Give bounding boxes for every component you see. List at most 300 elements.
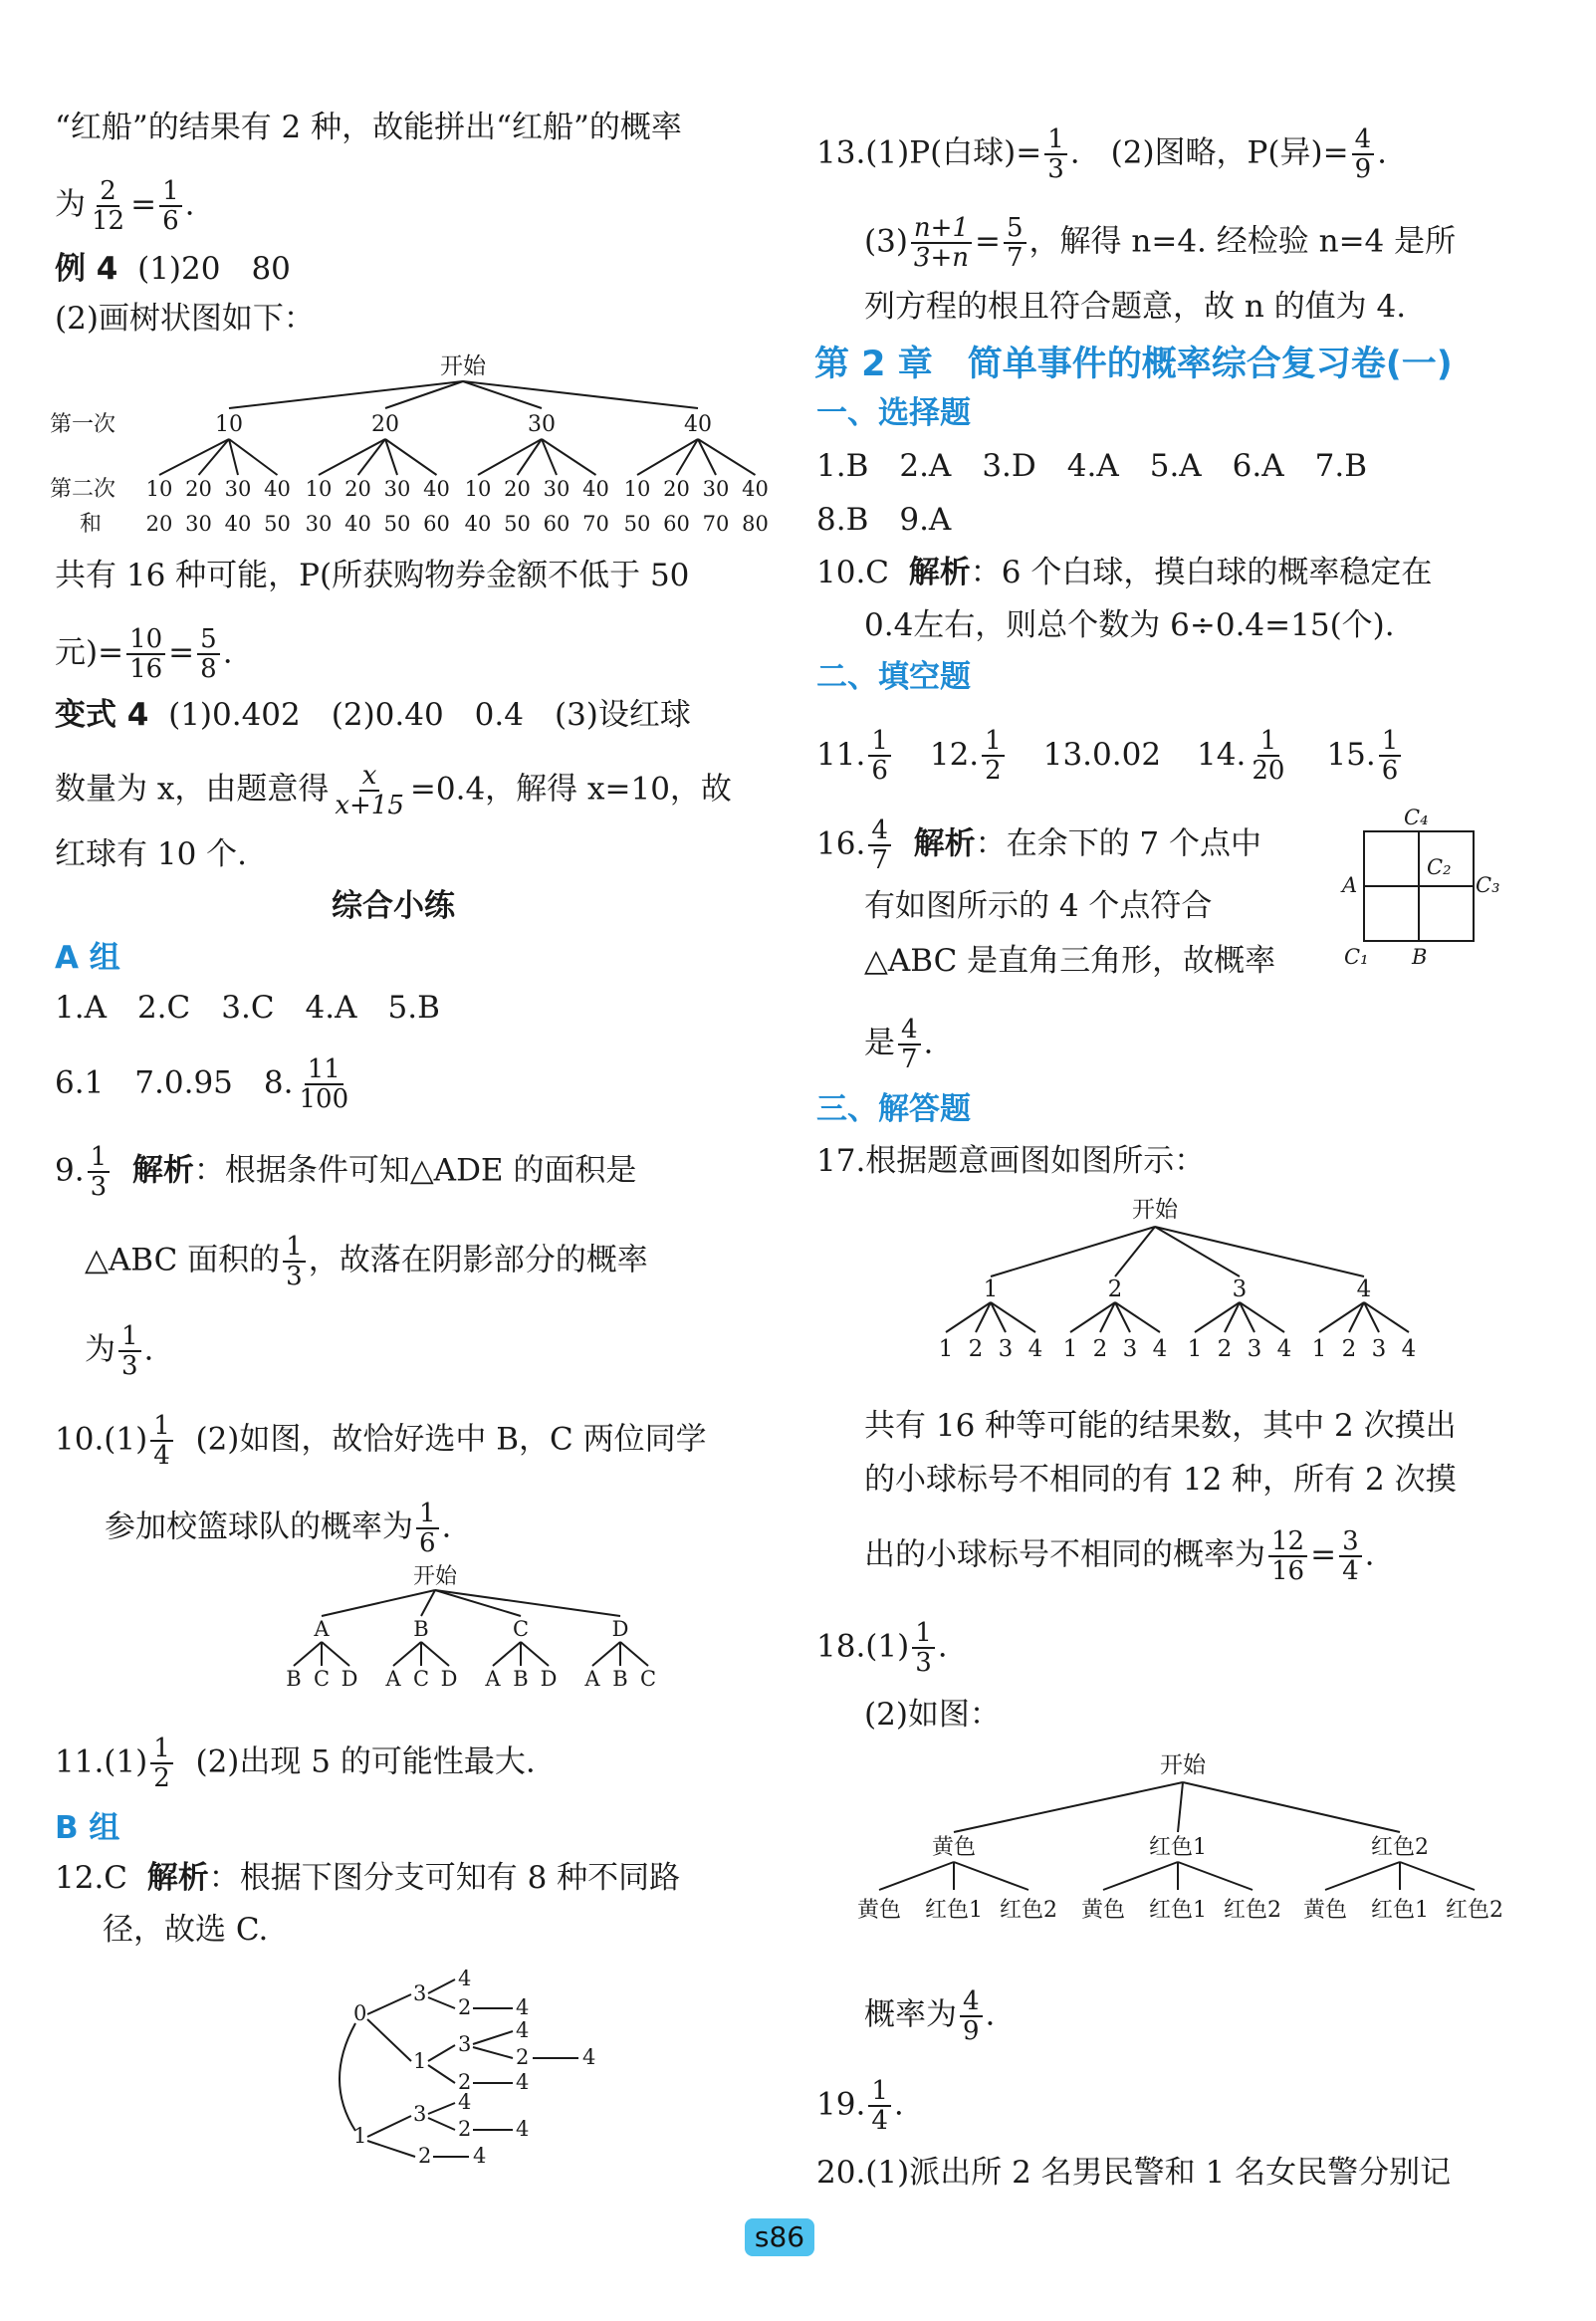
- tree-node-sum: 50: [383, 512, 411, 536]
- tree-node-second: 2: [1092, 1336, 1108, 1362]
- denominator: 12: [92, 206, 125, 236]
- tree-branch: [385, 439, 437, 475]
- tree-node-sum: 50: [264, 512, 291, 536]
- text: 12.C: [55, 1860, 128, 1896]
- question13-line2: [864, 214, 1456, 272]
- tree-root: 开始: [1160, 1752, 1206, 1778]
- question16-line3: △ABC 是直角三角形，故概率: [864, 943, 1276, 979]
- tree-branch: [879, 1862, 954, 1890]
- tree-branch: [478, 439, 542, 475]
- tree-branch: [435, 1590, 521, 1616]
- text: 是: [864, 1025, 895, 1061]
- tree-node-second: 黄色: [1080, 1898, 1126, 1923]
- text: ：根据条件可知△ADE 的面积是: [193, 1152, 637, 1189]
- tree-branch: [322, 1642, 349, 1666]
- denominator: 7: [901, 1044, 918, 1074]
- fill-number: 13.0.02: [1042, 736, 1162, 773]
- tree-node-second: 10: [145, 477, 173, 501]
- tree-node-second: C: [313, 1667, 331, 1691]
- tree-node-second: 40: [264, 477, 291, 501]
- fraction: [982, 727, 1005, 785]
- question18-part1: [816, 1619, 948, 1677]
- fraction: [1004, 214, 1026, 272]
- fill-answer: [929, 726, 1008, 786]
- question10-analysis-1: [816, 553, 1432, 592]
- question9-line3: [85, 1322, 153, 1380]
- fraction: [150, 1735, 173, 1792]
- tree-node-second: 红色2: [1446, 1898, 1503, 1923]
- fill-answer: [1197, 726, 1290, 786]
- group-b-heading: B 组: [55, 1810, 120, 1846]
- denominator: 3: [915, 1648, 932, 1678]
- tree-node-second: 3: [1247, 1336, 1262, 1362]
- point-c4: C₄: [1404, 806, 1429, 829]
- row-label-sum: 和: [80, 512, 103, 537]
- grid-figure: [1324, 797, 1500, 976]
- denominator: 7: [1006, 243, 1024, 273]
- tree-branch: [421, 1590, 435, 1616]
- text: .: [937, 1628, 948, 1665]
- denominator: 3+n: [913, 243, 969, 273]
- tree-node-second: A: [385, 1667, 401, 1691]
- tree-node-first: 红色2: [1371, 1835, 1429, 1860]
- text: 参加校篮球队的概率为: [105, 1509, 413, 1545]
- text: .: [985, 1996, 996, 2033]
- tree-node-first: 4: [1356, 1277, 1372, 1302]
- tree-root: 开始: [440, 353, 486, 379]
- denominator: 20: [1252, 756, 1285, 786]
- node-1: 1: [353, 2124, 367, 2148]
- tree-node-second: 2: [1341, 1336, 1357, 1362]
- group-a-answers-2: [55, 1055, 354, 1113]
- numerator: 1: [416, 1500, 439, 1529]
- fraction: [126, 625, 165, 683]
- tree-root: 开始: [1132, 1197, 1178, 1223]
- denominator: 4: [871, 2106, 888, 2136]
- node-3: 3: [413, 2102, 427, 2126]
- question19: [816, 2077, 904, 2135]
- text: 数量为 x，由题意得: [55, 771, 330, 808]
- question16-line1: [816, 816, 1261, 874]
- tree-node-first: 30: [528, 412, 556, 437]
- denominator: 4: [153, 1441, 170, 1471]
- node-0: 0: [353, 2001, 367, 2025]
- tree-node-sum: 60: [663, 512, 690, 536]
- numerator: 1: [150, 1412, 173, 1442]
- question16-line2: 有如图所示的 4 个点符合: [864, 888, 1213, 924]
- tree-branch: [1178, 1782, 1183, 1832]
- text: .: [893, 2086, 904, 2123]
- chapter-title: 第 2 章 简单事件的概率综合复习卷(一): [814, 345, 1453, 384]
- question20: 20.(1)派出所 2 名男民警和 1 名女民警分别记: [816, 2155, 1452, 2191]
- tree-node-second: 1: [1062, 1336, 1078, 1362]
- fill-answer: [1326, 726, 1404, 786]
- tree-branch: [592, 1642, 620, 1666]
- tree-node-sum: 70: [702, 512, 730, 536]
- fraction: [960, 1987, 983, 2045]
- text: (2)出现 5 的可能性最大.: [195, 1743, 536, 1780]
- variant4-line1: [55, 695, 691, 735]
- fill-answers: [816, 727, 1440, 785]
- text: (1)0.402 (2)0.40 0.4 (3)设红球: [168, 697, 691, 733]
- numerator: x: [359, 762, 380, 792]
- point-b: B: [1412, 945, 1428, 969]
- tree-branch: [319, 439, 385, 475]
- tree-node-second: 4: [1401, 1336, 1417, 1362]
- tree-node-second: 红色1: [1371, 1898, 1429, 1923]
- node-4: 4: [516, 2070, 530, 2094]
- para-red-boat-line1: “红船”的结果有 2 种，故能拼出“红船”的概率: [55, 110, 682, 145]
- tree-branch: [294, 1642, 322, 1666]
- question16-line4: [864, 1016, 933, 1073]
- denominator: 6: [871, 756, 888, 786]
- analysis-label: 解析: [908, 555, 971, 590]
- path-tree-diagram: [284, 1962, 602, 2171]
- tree-node-second: A: [584, 1667, 600, 1691]
- tree-node-second: 10: [305, 477, 333, 501]
- variant-label: 变式 4: [55, 697, 149, 733]
- tree-node-sum: 60: [423, 512, 450, 536]
- question13-line1: [816, 125, 1387, 183]
- numerator: 1: [912, 1619, 935, 1649]
- text: .: [143, 1331, 154, 1368]
- fraction: [1044, 125, 1067, 183]
- numerator: n+1: [911, 214, 972, 244]
- fraction: [89, 177, 127, 235]
- analysis-label: 解析: [146, 1860, 209, 1896]
- tree-node-first: C: [512, 1617, 530, 1641]
- question13-line3: 列方程的根且符合题意，故 n 的值为 4.: [864, 289, 1407, 325]
- group-a-answers-1: 1.A 2.C 3.C 4.A 5.B: [55, 990, 440, 1026]
- tree-node-second: 10: [623, 477, 651, 501]
- text: 9.: [55, 1152, 85, 1189]
- tree-sum-level: [146, 512, 769, 536]
- analysis-label: 解析: [913, 825, 976, 862]
- tree-node-second: 20: [344, 477, 371, 501]
- tree-node-sum: 30: [305, 512, 333, 536]
- question9-line1: [55, 1143, 636, 1201]
- numerator: 1: [150, 1735, 173, 1764]
- tree-branch: [991, 1227, 1155, 1277]
- tree-nodes: [939, 1277, 1417, 1362]
- tree-node-first: 红色1: [1149, 1835, 1207, 1860]
- tree-nodes: [286, 1617, 656, 1691]
- tree-diagram-sums: [40, 344, 769, 543]
- tree-branch: [1115, 1227, 1155, 1277]
- tree-node-second: C: [412, 1667, 430, 1691]
- fill-number: 14.: [1197, 736, 1247, 773]
- tree-branch: [1183, 1782, 1400, 1832]
- tree-branch: [493, 1642, 521, 1666]
- question17-p3: [864, 1527, 1374, 1585]
- tree-first-level: [215, 412, 712, 437]
- denominator: 6: [1381, 756, 1399, 786]
- fill-number: 12.: [929, 736, 980, 773]
- fraction: [150, 1412, 173, 1470]
- point-a: A: [1342, 873, 1358, 897]
- fraction: [296, 1055, 351, 1113]
- fraction: [283, 1233, 306, 1290]
- example4-part2: (2)画树状图如下：: [55, 301, 315, 337]
- section-fill: 二、填空题: [816, 659, 971, 695]
- tree-node-second: 2: [968, 1336, 984, 1362]
- point-c2: C₂: [1427, 855, 1452, 879]
- tree-node-sum: 50: [504, 512, 531, 536]
- denominator: 6: [419, 1528, 436, 1558]
- tree-node-second: 1: [1311, 1336, 1327, 1362]
- numerator: 4: [868, 816, 891, 846]
- tree-branch: [322, 1590, 435, 1616]
- tree-node-sum: 40: [464, 512, 492, 536]
- tree-lines: [294, 1590, 648, 1666]
- numerator: 4: [960, 1987, 983, 2017]
- numerator: 1: [982, 727, 1005, 757]
- node-4: 4: [458, 1967, 472, 1990]
- denominator: 3: [1047, 154, 1064, 184]
- tree-node-second: 红色1: [1149, 1898, 1207, 1923]
- denominator: 3: [90, 1172, 108, 1202]
- tree-branch: [1155, 1227, 1240, 1277]
- numerator: 1: [88, 1143, 111, 1173]
- denominator: 9: [1354, 154, 1372, 184]
- fill-number: 15.: [1326, 736, 1376, 773]
- node-2: 2: [458, 2070, 472, 2094]
- denominator: 100: [299, 1084, 349, 1114]
- tree-node-second: 4: [1152, 1336, 1168, 1362]
- point-c3: C₃: [1476, 873, 1500, 897]
- numerator: 4: [898, 1016, 921, 1045]
- fraction: [898, 1016, 921, 1073]
- para-red-boat-line2: [55, 177, 194, 235]
- denominator: 2: [985, 756, 1002, 786]
- node-4: 4: [458, 2090, 472, 2114]
- text: (2)如图，故恰好选中 B，C 两位同学: [195, 1421, 707, 1458]
- fraction: [868, 2077, 891, 2135]
- tree-node-second: C: [639, 1667, 657, 1691]
- section-choice: 一、选择题: [816, 395, 971, 431]
- fraction: [118, 1322, 141, 1380]
- tree-branch: [159, 439, 229, 475]
- node-3: 3: [413, 1981, 427, 2005]
- node-2: 2: [458, 1995, 472, 2019]
- tree-branch: [1103, 1862, 1178, 1890]
- numerator: 1: [1044, 125, 1067, 155]
- text: ：6 个白球，摸白球的概率稳定在: [970, 555, 1433, 590]
- text: 6.1 7.0.95 8.: [55, 1064, 294, 1101]
- tree-node-sum: 40: [344, 512, 371, 536]
- text: =: [1310, 1536, 1337, 1573]
- tree-node-second: 40: [742, 477, 769, 501]
- tree-node-sum: 80: [742, 512, 769, 536]
- denominator: 7: [871, 845, 888, 875]
- fraction: [159, 177, 182, 235]
- numerator: 2: [97, 177, 119, 207]
- node-1: 1: [413, 2049, 427, 2073]
- fill-answer: [1043, 737, 1161, 773]
- text: 16.: [816, 825, 866, 862]
- tree-branch: [521, 1642, 549, 1666]
- denominator: 4: [1342, 1556, 1359, 1586]
- tree-branch: [1178, 1862, 1253, 1890]
- row-label-second: 第二次: [50, 477, 116, 502]
- tree-node-second: 20: [663, 477, 690, 501]
- tree-branch: [435, 1590, 620, 1616]
- tree-node-second: D: [440, 1667, 458, 1691]
- text: .: [222, 634, 233, 671]
- text: 元)=: [55, 634, 124, 671]
- node-3: 3: [458, 2032, 472, 2056]
- tree-branch: [358, 439, 386, 475]
- fraction: [912, 1619, 935, 1677]
- tree-node-first: 3: [1232, 1277, 1248, 1302]
- text: .: [441, 1509, 452, 1545]
- tree-node-first: 1: [983, 1277, 999, 1302]
- tree-node-second: 1: [1187, 1336, 1203, 1362]
- variant4-line2: [55, 762, 732, 819]
- fraction: [1379, 727, 1402, 785]
- tree-branch: [518, 439, 543, 475]
- tree-node-first: 黄色: [931, 1835, 977, 1860]
- denominator: 16: [1271, 1556, 1305, 1586]
- text: 11.(1): [55, 1743, 148, 1780]
- tree-branch: [954, 1782, 1183, 1832]
- section-solution: 三、解答题: [816, 1091, 971, 1127]
- numerator: 11: [305, 1055, 343, 1085]
- section-title: 综合小练: [332, 888, 455, 924]
- numerator: 1: [1257, 727, 1280, 757]
- denominator: x+15: [335, 791, 404, 820]
- variant4-line3: 红球有 10 个.: [55, 836, 248, 872]
- node-4: 4: [582, 2045, 596, 2069]
- tree-branch: [620, 1642, 648, 1666]
- node-2: 2: [458, 2117, 472, 2141]
- denominator: 3: [121, 1351, 138, 1381]
- tree-node-second: 4: [1276, 1336, 1292, 1362]
- group-a-heading: A 组: [55, 940, 120, 976]
- numerator: 4: [1352, 125, 1375, 155]
- tree-lines: [946, 1227, 1409, 1332]
- node-4: 4: [516, 1995, 530, 2019]
- tree-node-second: 40: [423, 477, 450, 501]
- numerator: 10: [126, 625, 165, 655]
- tree-node-second: 30: [702, 477, 730, 501]
- text: .: [1364, 1536, 1375, 1573]
- question12-line2: 径，故选 C.: [103, 1912, 269, 1948]
- tree-branch: [1400, 1862, 1475, 1890]
- tree-node-second: 1: [938, 1336, 954, 1362]
- text: .: [184, 186, 195, 223]
- tree-node-second: 3: [1122, 1336, 1138, 1362]
- text: .: [1377, 134, 1387, 171]
- tree-node-sum: 70: [582, 512, 609, 536]
- analysis-label: 解析: [131, 1152, 194, 1189]
- tree-node-second: 40: [582, 477, 609, 501]
- text: △ABC 面积的: [85, 1242, 281, 1278]
- denominator: 9: [963, 2016, 980, 2046]
- row-label-first: 第一次: [50, 412, 116, 437]
- fraction: [868, 816, 891, 874]
- text: ，解得 n=4. 经检验 n=4 是所: [1028, 223, 1457, 260]
- numerator: 5: [1004, 214, 1026, 244]
- node-2: 2: [516, 2045, 530, 2069]
- tree-node-second: B: [612, 1667, 628, 1691]
- text: =0.4，解得 x=10，故: [409, 771, 732, 808]
- text: 为: [55, 186, 86, 223]
- fraction: [1249, 727, 1287, 785]
- numerator: 5: [197, 625, 220, 655]
- tree-node-first: 10: [215, 412, 243, 437]
- fill-answer: [816, 726, 894, 786]
- example-label: 例 4: [55, 251, 118, 287]
- fill-number: 11.: [816, 736, 866, 773]
- text: =: [168, 634, 195, 671]
- question10-line1: [55, 1412, 707, 1470]
- tree-node-second: 黄色: [1302, 1898, 1348, 1923]
- numerator: 1: [118, 1322, 141, 1352]
- tree-node-first: 20: [371, 412, 399, 437]
- numerator: 1: [1379, 727, 1402, 757]
- page-number: s86: [745, 2218, 814, 2256]
- tree-branch: [1325, 1862, 1400, 1890]
- grid-lines: [1364, 831, 1474, 941]
- question12-line1: [55, 1858, 680, 1898]
- fraction: [416, 1500, 439, 1557]
- tree-branch: [199, 439, 230, 475]
- tree-node-sum: 60: [543, 512, 570, 536]
- text: =: [130, 186, 157, 223]
- tree-node-second: A: [485, 1667, 501, 1691]
- choice-answers-2: 8.B 9.A: [816, 502, 952, 538]
- question11: [55, 1735, 536, 1792]
- text: 出的小球标号不相同的概率为: [864, 1536, 1265, 1573]
- tree-node-second: D: [341, 1667, 358, 1691]
- question17-intro: 17.根据题意画图如图所示：: [816, 1143, 1206, 1179]
- tree-node-first: 2: [1107, 1277, 1123, 1302]
- text: 18.(1): [816, 1628, 910, 1665]
- text: ，故落在阴影部分的概率: [308, 1242, 648, 1278]
- tree-node-second: 2: [1217, 1336, 1233, 1362]
- numerator: 1: [283, 1233, 306, 1263]
- tree-node-first: A: [314, 1617, 330, 1641]
- text: 19.: [816, 2086, 866, 2123]
- tree-node-second: 20: [504, 477, 531, 501]
- text: .: [923, 1025, 934, 1061]
- node-4: 4: [516, 2117, 530, 2141]
- tree-level2-lines: [159, 439, 756, 475]
- tree-node-second: B: [286, 1667, 302, 1691]
- tree-node-sum: 40: [224, 512, 252, 536]
- point-c1: C₁: [1344, 945, 1369, 969]
- para-16-possibilities: 共有 16 种可能，P(所获购物券金额不低于 50: [55, 558, 690, 593]
- tree-node-second: 黄色: [856, 1898, 902, 1923]
- text: 10.(1): [55, 1421, 148, 1458]
- text: (1)20 80: [137, 251, 291, 287]
- denominator: 8: [200, 654, 217, 684]
- choice-answers-1: 1.B 2.A 3.D 4.A 5.A 6.A 7.B: [816, 448, 1368, 484]
- tree-node-second: 30: [383, 477, 411, 501]
- tree-node-sum: 30: [185, 512, 212, 536]
- tree-node-first: 40: [684, 412, 712, 437]
- text: 概率为: [864, 1996, 957, 2033]
- tree-branch: [637, 439, 698, 475]
- fraction: [88, 1143, 111, 1201]
- tree-branch: [954, 1862, 1028, 1890]
- fraction: [1352, 125, 1375, 183]
- tree-node-second: 红色1: [925, 1898, 983, 1923]
- tree-diagram-balls: [926, 1185, 1424, 1404]
- question10-line2: [105, 1500, 451, 1557]
- fraction: [1268, 1527, 1307, 1585]
